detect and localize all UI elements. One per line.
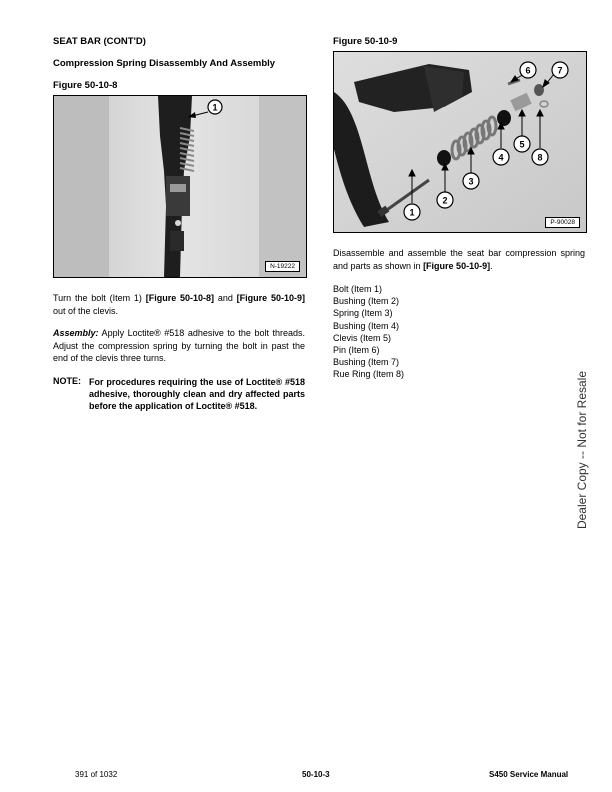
callout-label: 2 [442, 195, 448, 206]
disassemble-paragraph [333, 247, 585, 272]
section-title: SEAT BAR (CONT'D) [53, 36, 146, 47]
figure-reference: [Figure 50-10-9] [423, 260, 491, 271]
figure-50-10-8 [53, 95, 307, 278]
list-item: Bushing (Item 7) [333, 357, 400, 368]
figure-reference: [Figure 50-10-9] [236, 293, 305, 303]
list-item: Bushing (Item 4) [333, 320, 400, 331]
figure-caption-right: Figure 50-10-9 [333, 36, 398, 47]
subsection-title: Compression Spring Disassembly And Assembly [53, 58, 276, 69]
figure-id-left: N-19222 [265, 261, 300, 272]
callout-label: 3 [468, 176, 474, 187]
paragraph-text: Apply Loctite® #518 adhesive to the bolt threads. Adjust the compression spring by turning the bolt in past the end of the clevis three turns. [53, 328, 305, 364]
page-count: 391 of 1032 [75, 770, 118, 779]
note-block [53, 376, 305, 413]
callout-label: 8 [537, 152, 543, 163]
list-item: Spring (Item 3) [333, 308, 393, 319]
callout-label: 1 [409, 207, 415, 218]
parts-list [333, 283, 533, 381]
page-number: 50-10-3 [302, 770, 330, 779]
paragraph-text: Turn the bolt (Item 1) [53, 293, 146, 303]
figure-id-right: P-90028 [545, 217, 580, 228]
paragraph-text: and [214, 293, 237, 303]
seat-bar-parts-photo [334, 52, 586, 232]
assembly-paragraph [53, 327, 305, 365]
callout-label: 1 [212, 102, 218, 113]
callout-label: 6 [525, 65, 531, 76]
note-text: For procedures requiring the use of Loctite® #518 adhesive, thoroughly clean and dry affected parts before the application of Loctite® #518. [89, 377, 305, 412]
callout-label: 5 [519, 139, 525, 150]
list-item: Pin (Item 6) [333, 345, 380, 356]
figure-reference: [Figure 50-10-8] [145, 293, 215, 303]
list-item: Bushing (Item 2) [333, 296, 400, 307]
figure-50-10-9 [333, 51, 587, 233]
list-item: Bolt (Item 1) [333, 284, 383, 294]
callout-label: 7 [557, 65, 563, 76]
assembly-label: Assembly: [53, 328, 99, 338]
note-label: NOTE: [53, 376, 81, 386]
list-item: Rue Ring (Item 8) [333, 369, 405, 380]
seat-bar-photo-left [54, 96, 306, 277]
figure-caption-left: Figure 50-10-8 [53, 80, 118, 91]
list-item: Clevis (Item 5) [333, 332, 392, 343]
paragraph-text: out of the clevis. [53, 305, 119, 316]
manual-title: S450 Service Manual [489, 770, 569, 779]
watermark-text: Dealer Copy -- Not for Resale [575, 370, 589, 530]
bolt-removal-paragraph [53, 292, 305, 317]
callout-label: 4 [498, 152, 504, 163]
paragraph-text: . [490, 260, 493, 271]
paragraph-text: Disassemble and assemble the seat bar compression spring and parts as shown in [333, 248, 585, 271]
